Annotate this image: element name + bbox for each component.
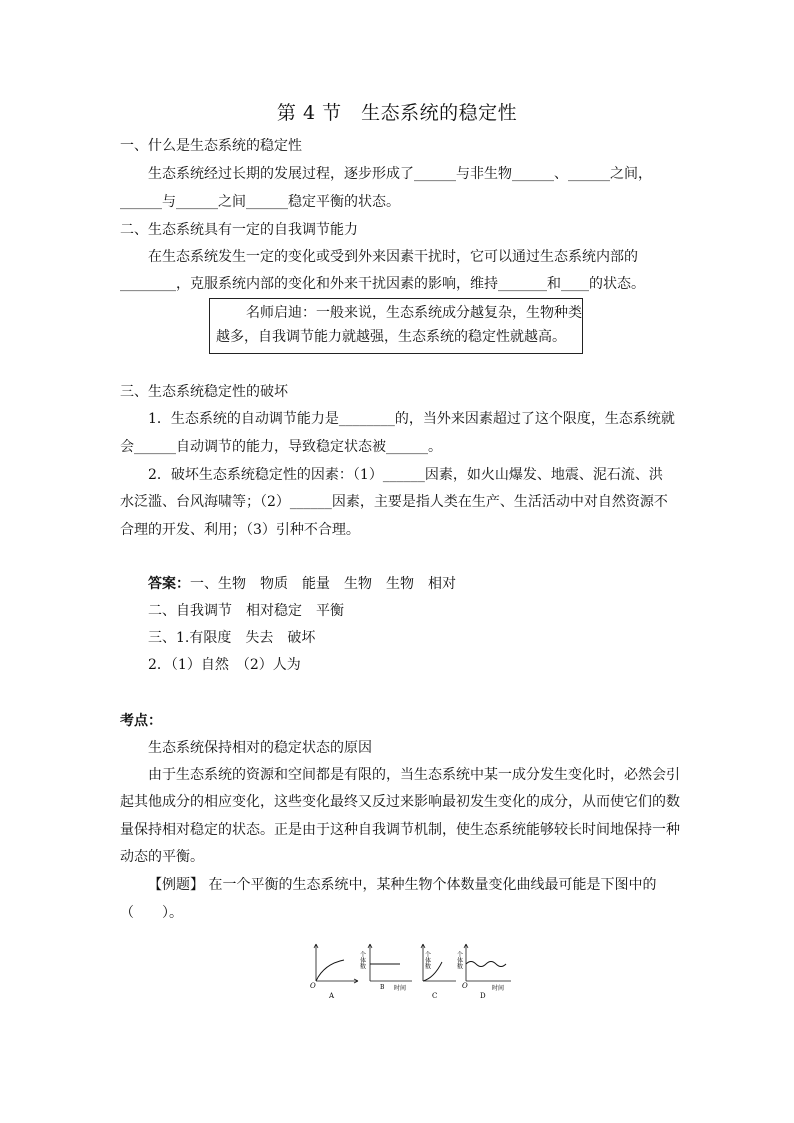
panel-d <box>456 944 512 1000</box>
section3-heading: 三、生态系统稳定性的破坏 <box>120 384 288 400</box>
panel-c <box>421 944 456 1000</box>
origin-d: O <box>462 982 468 990</box>
section3-text-line5: 合理的开发、利用；（3）引种不合理。 <box>120 522 360 538</box>
population-curve-figure <box>296 938 516 1006</box>
kaodian-line5: 动态的平衡。 <box>120 849 204 865</box>
answers-line4: 2．（1）自然 （2）人为 <box>148 657 301 673</box>
section3-text-line4: 水泛滥、台风海啸等；（2）______因素，主要是指人类在生产、生活活动中对自然资源不 <box>120 494 668 510</box>
kaodian-line3: 起其他成分的相应变化，这些变化最终又反过来影响最初发生变化的成分，从而使它们的数 <box>120 794 680 810</box>
example-label: 【例题】 <box>148 877 204 893</box>
answers-label: 答案： <box>148 576 190 592</box>
panel-a-label: A <box>329 992 335 1000</box>
teacher-tip-line1: 名师启迪：一般来说，生态系统成分越复杂，生物种类 <box>246 305 582 321</box>
panel-d-label: D <box>480 992 486 1000</box>
teacher-tip-line2: 越多，自我调节能力就越强，生态系统的稳定性就越高。 <box>216 329 566 345</box>
panel-c-label: C <box>432 992 438 1000</box>
section1-heading: 一、什么是生态系统的稳定性 <box>120 138 302 154</box>
answers-text1: 一、生物 物质 能量 生物 生物 相对 <box>190 576 456 592</box>
kaodian-line2: 由于生态系统的资源和空间都是有限的，当生态系统中某一成分发生变化时，必然会引 <box>148 767 680 783</box>
page-title: 第 4 节 生态系统的稳定性 <box>276 102 518 124</box>
xlabel-b: 时间 <box>394 985 407 992</box>
ylabel-b: 个体数 <box>358 951 366 969</box>
example-text1: 在一个平衡的生态系统中，某种生物个体数量变化曲线最可能是下图中的 <box>204 877 657 893</box>
panel-a <box>310 944 358 1000</box>
section3-text-line2: 会______自动调节的能力，导致稳定状态被______。 <box>120 439 442 455</box>
panel-b <box>359 944 413 992</box>
ylabel-c: 个体数 <box>423 951 431 969</box>
origin-a: O <box>310 982 316 990</box>
kaodian-line4: 量保持相对稳定的状态。正是由于这种自我调节机制，使生态系统能够较长时间地保持一种 <box>120 822 680 838</box>
ylabel-d: 个体数 <box>455 951 463 969</box>
kaodian-line1: 生态系统保持相对的稳定状态的原因 <box>148 740 372 756</box>
section2-text-line2: ________，克服系统内部的变化和外来干扰因素的影响，维持_______和____的状态。 <box>120 276 645 292</box>
teacher-tip-box <box>209 298 583 354</box>
section1-text-line2: ______与______之间______稳定平衡的状态。 <box>120 194 400 210</box>
curve-d <box>466 962 506 967</box>
example-line1 <box>148 875 680 895</box>
section2-text-line1: 在生态系统发生一定的变化或受到外来因素干扰时，它可以通过生态系统内部的 <box>148 249 638 265</box>
section3-text-line1: 1．生态系统的自动调节能力是________的，当外来因素超过了这个限度，生态系统就 <box>148 411 675 427</box>
answers-line1 <box>148 574 680 594</box>
answers-line3: 三、1.有限度 失去 破坏 <box>148 630 316 646</box>
section3-text-line3: 2．破坏生态系统稳定性的因素：（1）______因素，如火山爆发、地震、泥石流、洪 <box>148 467 663 483</box>
section2-heading: 二、生态系统具有一定的自我调节能力 <box>120 222 358 238</box>
xlabel-d: 时间 <box>492 985 505 992</box>
panel-b-label: B <box>380 984 385 991</box>
section1-text-line1: 生态系统经过长期的发展过程，逐步形成了______与非生物______、______之间， <box>148 166 652 182</box>
example-line2: （ ）。 <box>120 905 183 921</box>
answers-line2: 二、自我调节 相对稳定 平衡 <box>148 603 344 619</box>
population-curve-svg <box>296 938 516 1006</box>
kaodian-label: 考点： <box>120 713 162 729</box>
curve-a <box>316 960 344 981</box>
